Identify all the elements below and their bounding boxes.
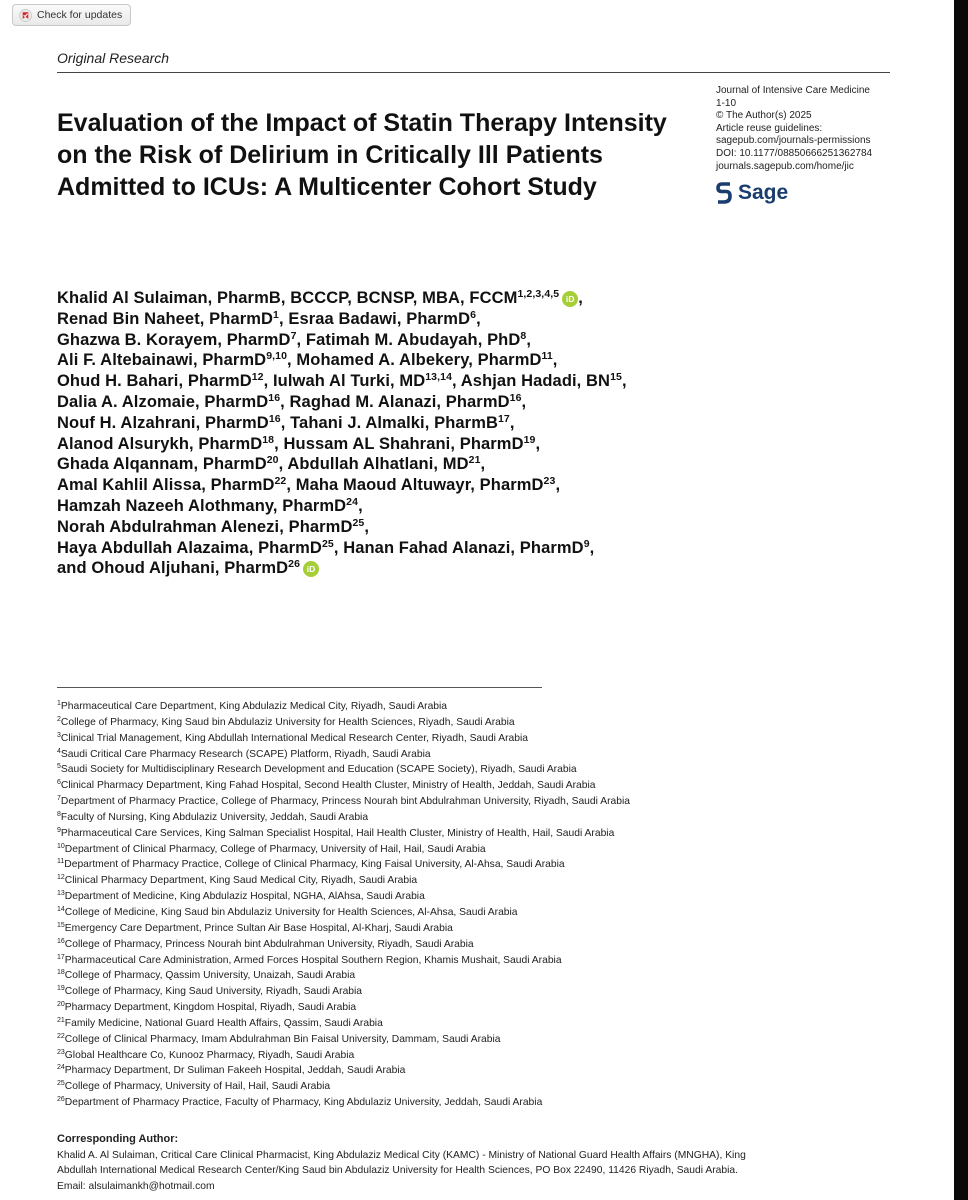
affiliation-number: 12 (57, 874, 65, 882)
orcid-icon[interactable]: iD (303, 561, 319, 577)
sage-logo (716, 181, 788, 205)
author-name: , Iulwah Al Turki, MD (263, 372, 426, 391)
affiliation-text: Saudi Critical Care Pharmacy Research (SCAPE) Platform, Riyadh, Saudi Arabia (60, 748, 431, 760)
reuse-link[interactable]: sagepub.com/journals-permissions (716, 135, 871, 147)
corresponding-heading: Corresponding Author: (57, 1133, 179, 1145)
affiliation-number: 2 (57, 715, 61, 723)
affiliation-number: 9 (57, 826, 61, 834)
affiliation-number: 11 (57, 858, 65, 866)
article-type: Original Research (57, 50, 170, 66)
affiliation-number: 1 (57, 700, 61, 707)
affiliation-number: 24 (57, 1064, 65, 1072)
affiliation-ref: 13,14 (425, 371, 453, 384)
author-name: and Ohoud Aljuhani, PharmD (57, 559, 289, 578)
affiliation-item (57, 937, 917, 953)
affiliation-text: Department of Pharmacy Practice, College of Clinical Pharmacy, King Faisal University, Al-Ahsa, Saudi Arabia (64, 859, 565, 871)
author-name: Haya Abdullah Alazaima, PharmD (57, 538, 322, 557)
author-line: Ohud H. Bahari, PharmD$^{12}$, Iulwah Al Turki, MD$^{13,14}$, Ashjan Hadadi, BN$^{15}$, (57, 371, 627, 391)
affiliation-item (57, 889, 917, 905)
journal-name: Journal of Intensive Care Medicine (716, 85, 870, 96)
affiliation-text: Clinical Pharmacy Department, King Saud Medical City, Riyadh, Saudi Arabia (64, 875, 418, 887)
author-name: , Esraa Badawi, PharmD (278, 309, 471, 328)
corresponding-line: Khalid A. Al Sulaiman, Critical Care Clinical Pharmacist, King Abdulaziz Medical City (KAMC) - Ministry of National Guard Health Affairs (MNGHA), King (57, 1149, 746, 1161)
affiliation-number: 21 (57, 1016, 65, 1024)
affiliation-ref: 22 (274, 475, 287, 488)
author-line: Ali F. Altebainawi, PharmD$^{9,10}$, Mohamed A. Albekery, PharmD$^{11}$, (57, 350, 558, 370)
affiliation-text: Pharmaceutical Care Services, King Salman Specialist Hospital, Hail Health Cluster, Ministry of Health, Hail, Saudi Arabia (60, 827, 615, 839)
affiliation-text: College of Pharmacy, Qassim University, Unaizah, Saudi Arabia (64, 970, 356, 982)
author-line: Amal Kahlil Alissa, PharmD$^{22}$, Maha Maoud Altuwayr, PharmD$^{23}$, (57, 475, 561, 495)
affiliation-ref: 16 (509, 391, 522, 404)
check-for-updates-button[interactable] (12, 4, 131, 26)
affiliation-ref: 25 (352, 516, 365, 529)
affiliation-item (57, 731, 917, 747)
affiliation-text: College of Pharmacy, King Saud University, Riyadh, Saudi Arabia (64, 986, 363, 998)
corresponding-line: Abdullah International Medical Research Center/King Saud bin Abdulaziz University for Health Sciences, PO Box 22490, 11426 Riyadh, Saudi Arabia. (57, 1165, 738, 1176)
author-name: , Ashjan Hadadi, BN (452, 372, 611, 391)
affiliation-item (57, 842, 917, 858)
affiliations-rule (57, 687, 542, 688)
author-name: , Tahani J. Almalki, PharmB (280, 413, 498, 432)
affiliation-item (57, 699, 917, 715)
affiliation-number: 4 (57, 747, 61, 755)
article-title: Evaluation of the Impact of Statin Therapy Intensity on the Risk of Delirium in Critically Ill Patients Admitted to ICUs: A Multicenter Cohort Study (57, 109, 667, 201)
affiliation-text: Pharmaceutical Care Department, King Abdulaziz Medical City, Riyadh, Saudi Arabia (60, 701, 448, 712)
affiliation-ref: 1,2,3,4,5 (517, 288, 560, 300)
affiliation-text: College of Medicine, King Saud bin Abdulaziz University for Health Sciences, Al-Ahsa, Saudi Arabia (64, 906, 518, 918)
author-line: Renad Bin Naheet, PharmD$^1$, Esraa Badawi, PharmD$^6$, (57, 308, 481, 328)
affiliation-number: 10 (57, 842, 65, 850)
author-line: Ghazwa B. Korayem, PharmD$^7$, Fatimah M. Abudayah, PhD$^8$, (57, 329, 532, 349)
journal-link[interactable]: journals.sagepub.com/home/jic (716, 160, 854, 172)
author-line: Khalid Al Sulaiman, PharmB, BCCCP, BCNSP, MBA, FCCM$^{1,2,3,4,5}$ iD , (57, 288, 583, 307)
author-line: Alanod Alsurykh, PharmD$^{18}$, Hussam AL Shahrani, PharmD$^{19}$, (57, 433, 541, 453)
author-line: Haya Abdullah Alazaima, PharmD$^{25}$, Hanan Fahad Alanazi, PharmD$^9$, (57, 537, 595, 557)
crossmark-icon (19, 9, 32, 22)
author-line (57, 558, 757, 579)
author-name: Nouf H. Alzahrani, PharmD (57, 413, 269, 432)
author-line: Nouf H. Alzahrani, PharmD$^{16}$, Tahani J. Almalki, PharmB$^{17}$, (57, 412, 515, 432)
affiliation-item (57, 1063, 917, 1079)
affiliation-item (57, 921, 917, 937)
affiliation-ref: 19 (523, 433, 536, 446)
affiliation-number: 6 (57, 779, 61, 787)
affiliation-text: Emergency Care Department, Prince Sultan Air Base Hospital, Al-Kharj, Saudi Arabia (64, 922, 453, 934)
author-line: Dalia A. Alzomaie, PharmD$^{16}$, Raghad M. Alanazi, PharmD$^{16}$, (57, 391, 527, 411)
affiliation-text: College of Pharmacy, University of Hail, Hail, Saudi Arabia (64, 1081, 331, 1093)
affiliation-ref: 25 (321, 537, 334, 550)
affiliation-text: Department of Medicine, King Abdulaziz Hospital, NGHA, AlAhsa, Saudi Arabia (64, 891, 425, 903)
affiliations-list (57, 699, 917, 1111)
affiliation-item (57, 873, 917, 889)
affiliation-item (57, 794, 917, 810)
affiliation-ref: 26 (288, 558, 301, 571)
author-name: , Fatimah M. Abudayah, PhD (296, 330, 521, 349)
affiliation-number: 7 (57, 795, 61, 803)
author-name: , Hanan Fahad Alanazi, PharmD (333, 538, 584, 557)
affiliation-ref: 15 (610, 371, 622, 384)
affiliation-text: College of Clinical Pharmacy, Imam Abdulrahman Bin Faisal University, Dammam, Saudi Arabia (64, 1033, 501, 1045)
affiliation-text: Family Medicine, National Guard Health Affairs, Qassim, Saudi Arabia (64, 1017, 383, 1029)
author-name: Alanod Alsurykh, PharmD (57, 434, 263, 453)
affiliation-text: Department of Pharmacy Practice, Faculty of Pharmacy, King Abdulaziz University, Jeddah, Saudi Arabia (64, 1097, 543, 1109)
author-line: Norah Abdulrahman Alenezi, PharmD$^{25}$, (57, 516, 370, 536)
affiliation-text: Saudi Society for Multidisciplinary Research Development and Education (SCAPE Society), Riyadh, Saudi Arabia (60, 764, 577, 776)
affiliation-item (57, 857, 917, 873)
affiliation-item (57, 1016, 917, 1032)
affiliation-item (57, 1079, 917, 1095)
affiliation-text: Pharmacy Department, Kingdom Hospital, Riyadh, Saudi Arabia (64, 1002, 357, 1014)
affiliation-text: Pharmaceutical Care Administration, Armed Forces Hospital Southern Region, Khamis Mushait, Saudi Arabia (64, 954, 562, 966)
affiliation-item (57, 810, 917, 826)
sage-s-icon (716, 181, 732, 205)
affiliation-ref: 7 (290, 329, 297, 342)
author-name: , Abdullah Alhatlani, MD (278, 455, 469, 474)
author-name: Ghazwa B. Korayem, PharmD (57, 330, 291, 349)
affiliation-number: 3 (57, 731, 61, 739)
affiliation-text: Global Healthcare Co, Kunooz Pharmacy, Riyadh, Saudi Arabia (64, 1049, 355, 1061)
copyright: © The Author(s) 2025 (716, 110, 812, 122)
affiliation-item (57, 1048, 917, 1064)
reuse-label: Article reuse guidelines: (716, 122, 823, 134)
affiliation-number: 25 (57, 1080, 65, 1088)
doi[interactable]: DOI: 10.1177/08850666251362784 (716, 147, 873, 159)
affiliation-number: 14 (57, 905, 65, 913)
affiliation-item (57, 968, 917, 984)
affiliation-item (57, 715, 917, 731)
affiliation-number: 8 (57, 810, 61, 818)
affiliation-text: College of Pharmacy, Princess Nourah bint Abdulrahman University, Riyadh, Saudi Arabia (64, 938, 474, 950)
affiliation-item (57, 1095, 917, 1111)
author-name: Norah Abdulrahman Alenezi, PharmD (57, 517, 353, 536)
affiliation-text: Clinical Trial Management, King Abdullah International Medical Research Center, Riyadh, Saudi Arabia (60, 732, 528, 744)
author-name: Hamzah Nazeeh Alothmany, PharmD (57, 496, 347, 515)
author-name: , Mohamed A. Albekery, PharmD (287, 351, 542, 370)
affiliation-ref: 24 (346, 495, 359, 508)
affiliation-text: College of Pharmacy, King Saud bin Abdulaziz University for Health Sciences, Riyadh, Saudi Arabia (60, 716, 515, 728)
corresponding-email[interactable]: Email: alsulaimankh@hotmail.com (57, 1180, 215, 1192)
author-name: , Hussam AL Shahrani, PharmD (274, 434, 524, 453)
affiliation-number: 19 (57, 985, 65, 993)
author-name: Ghada Alqannam, PharmD (57, 455, 267, 474)
affiliation-item (57, 1032, 917, 1048)
affiliation-ref: 16 (268, 412, 281, 425)
journal-pages: 1-10 (716, 97, 737, 109)
author-list (57, 288, 757, 579)
check-for-updates-label: Check for updates (37, 9, 123, 21)
affiliation-number: 20 (57, 1001, 65, 1009)
affiliation-item (57, 747, 917, 763)
affiliation-ref: 12 (251, 371, 264, 384)
affiliation-ref: 23 (543, 475, 556, 488)
affiliation-ref: 20 (266, 454, 279, 467)
author-line: Hamzah Nazeeh Alothmany, PharmD$^{24}$, (57, 495, 363, 515)
affiliation-text: Department of Pharmacy Practice, College of Pharmacy, Princess Nourah bint Abdulrahman University, Riyadh, Saudi Arabia (60, 796, 630, 808)
author-name: , Raghad M. Alanazi, PharmD (280, 392, 510, 411)
affiliation-ref: 8 (520, 329, 527, 342)
header-rule (57, 72, 890, 73)
affiliation-ref: 11 (541, 350, 553, 363)
affiliation-item (57, 1000, 917, 1016)
affiliation-ref: 6 (470, 308, 477, 321)
affiliation-ref: 21 (468, 454, 481, 467)
affiliation-ref: 9 (583, 537, 590, 550)
affiliation-number: 15 (57, 921, 65, 929)
author-name: Ohud H. Bahari, PharmD (57, 372, 252, 391)
affiliation-number: 22 (57, 1032, 65, 1040)
affiliation-text: Department of Clinical Pharmacy, College of Pharmacy, University of Hail, Hail, Saudi Arabia (64, 843, 486, 855)
author-line: Ghada Alqannam, PharmD$^{20}$, Abdullah Alhatlani, MD$^{21}$, (57, 454, 486, 474)
orcid-icon[interactable]: iD (562, 291, 578, 307)
affiliation-item (57, 778, 917, 794)
author-name: Renad Bin Naheet, PharmD (57, 309, 274, 328)
affiliation-item (57, 905, 917, 921)
author-name: Khalid Al Sulaiman, PharmB, BCCCP, BCNSP, MBA, FCCM (57, 289, 518, 307)
affiliation-number: 5 (57, 763, 61, 771)
author-name: Dalia A. Alzomaie, PharmD (57, 392, 269, 411)
affiliation-number: 18 (57, 969, 65, 977)
affiliation-number: 13 (57, 890, 65, 898)
affiliation-text: Pharmacy Department, Dr Suliman Fakeeh Hospital, Jeddah, Saudi Arabia (64, 1065, 406, 1077)
affiliation-number: 23 (57, 1048, 65, 1056)
affiliation-number: 16 (57, 937, 65, 945)
affiliation-text: Clinical Pharmacy Department, King Fahad Hospital, Second Health Cluster, Ministry of Health, Jeddah, Saudi Arabia (60, 780, 596, 792)
author-name: Amal Kahlil Alissa, PharmD (57, 476, 275, 495)
affiliation-text: Faculty of Nursing, King Abdulaziz University, Jeddah, Saudi Arabia (60, 811, 369, 823)
journal-info (716, 85, 896, 173)
affiliation-number: 26 (57, 1096, 65, 1104)
affiliation-ref: 9,10 (266, 350, 288, 363)
affiliation-ref: 17 (497, 412, 510, 425)
affiliation-ref: 16 (268, 391, 281, 404)
author-name: , Maha Maoud Altuwayr, PharmD (286, 476, 544, 495)
affiliation-ref: 1 (273, 308, 279, 321)
author-name: Ali F. Altebainawi, PharmD (57, 351, 267, 370)
page-edge-dark (954, 0, 968, 1200)
affiliation-ref: 18 (262, 433, 275, 446)
affiliation-item (57, 826, 917, 842)
affiliation-number: 17 (57, 953, 65, 961)
affiliation-item (57, 984, 917, 1000)
affiliation-item (57, 953, 917, 969)
corresponding-author (57, 1132, 917, 1194)
sage-wordmark: Sage (738, 181, 789, 204)
affiliation-item (57, 762, 917, 778)
